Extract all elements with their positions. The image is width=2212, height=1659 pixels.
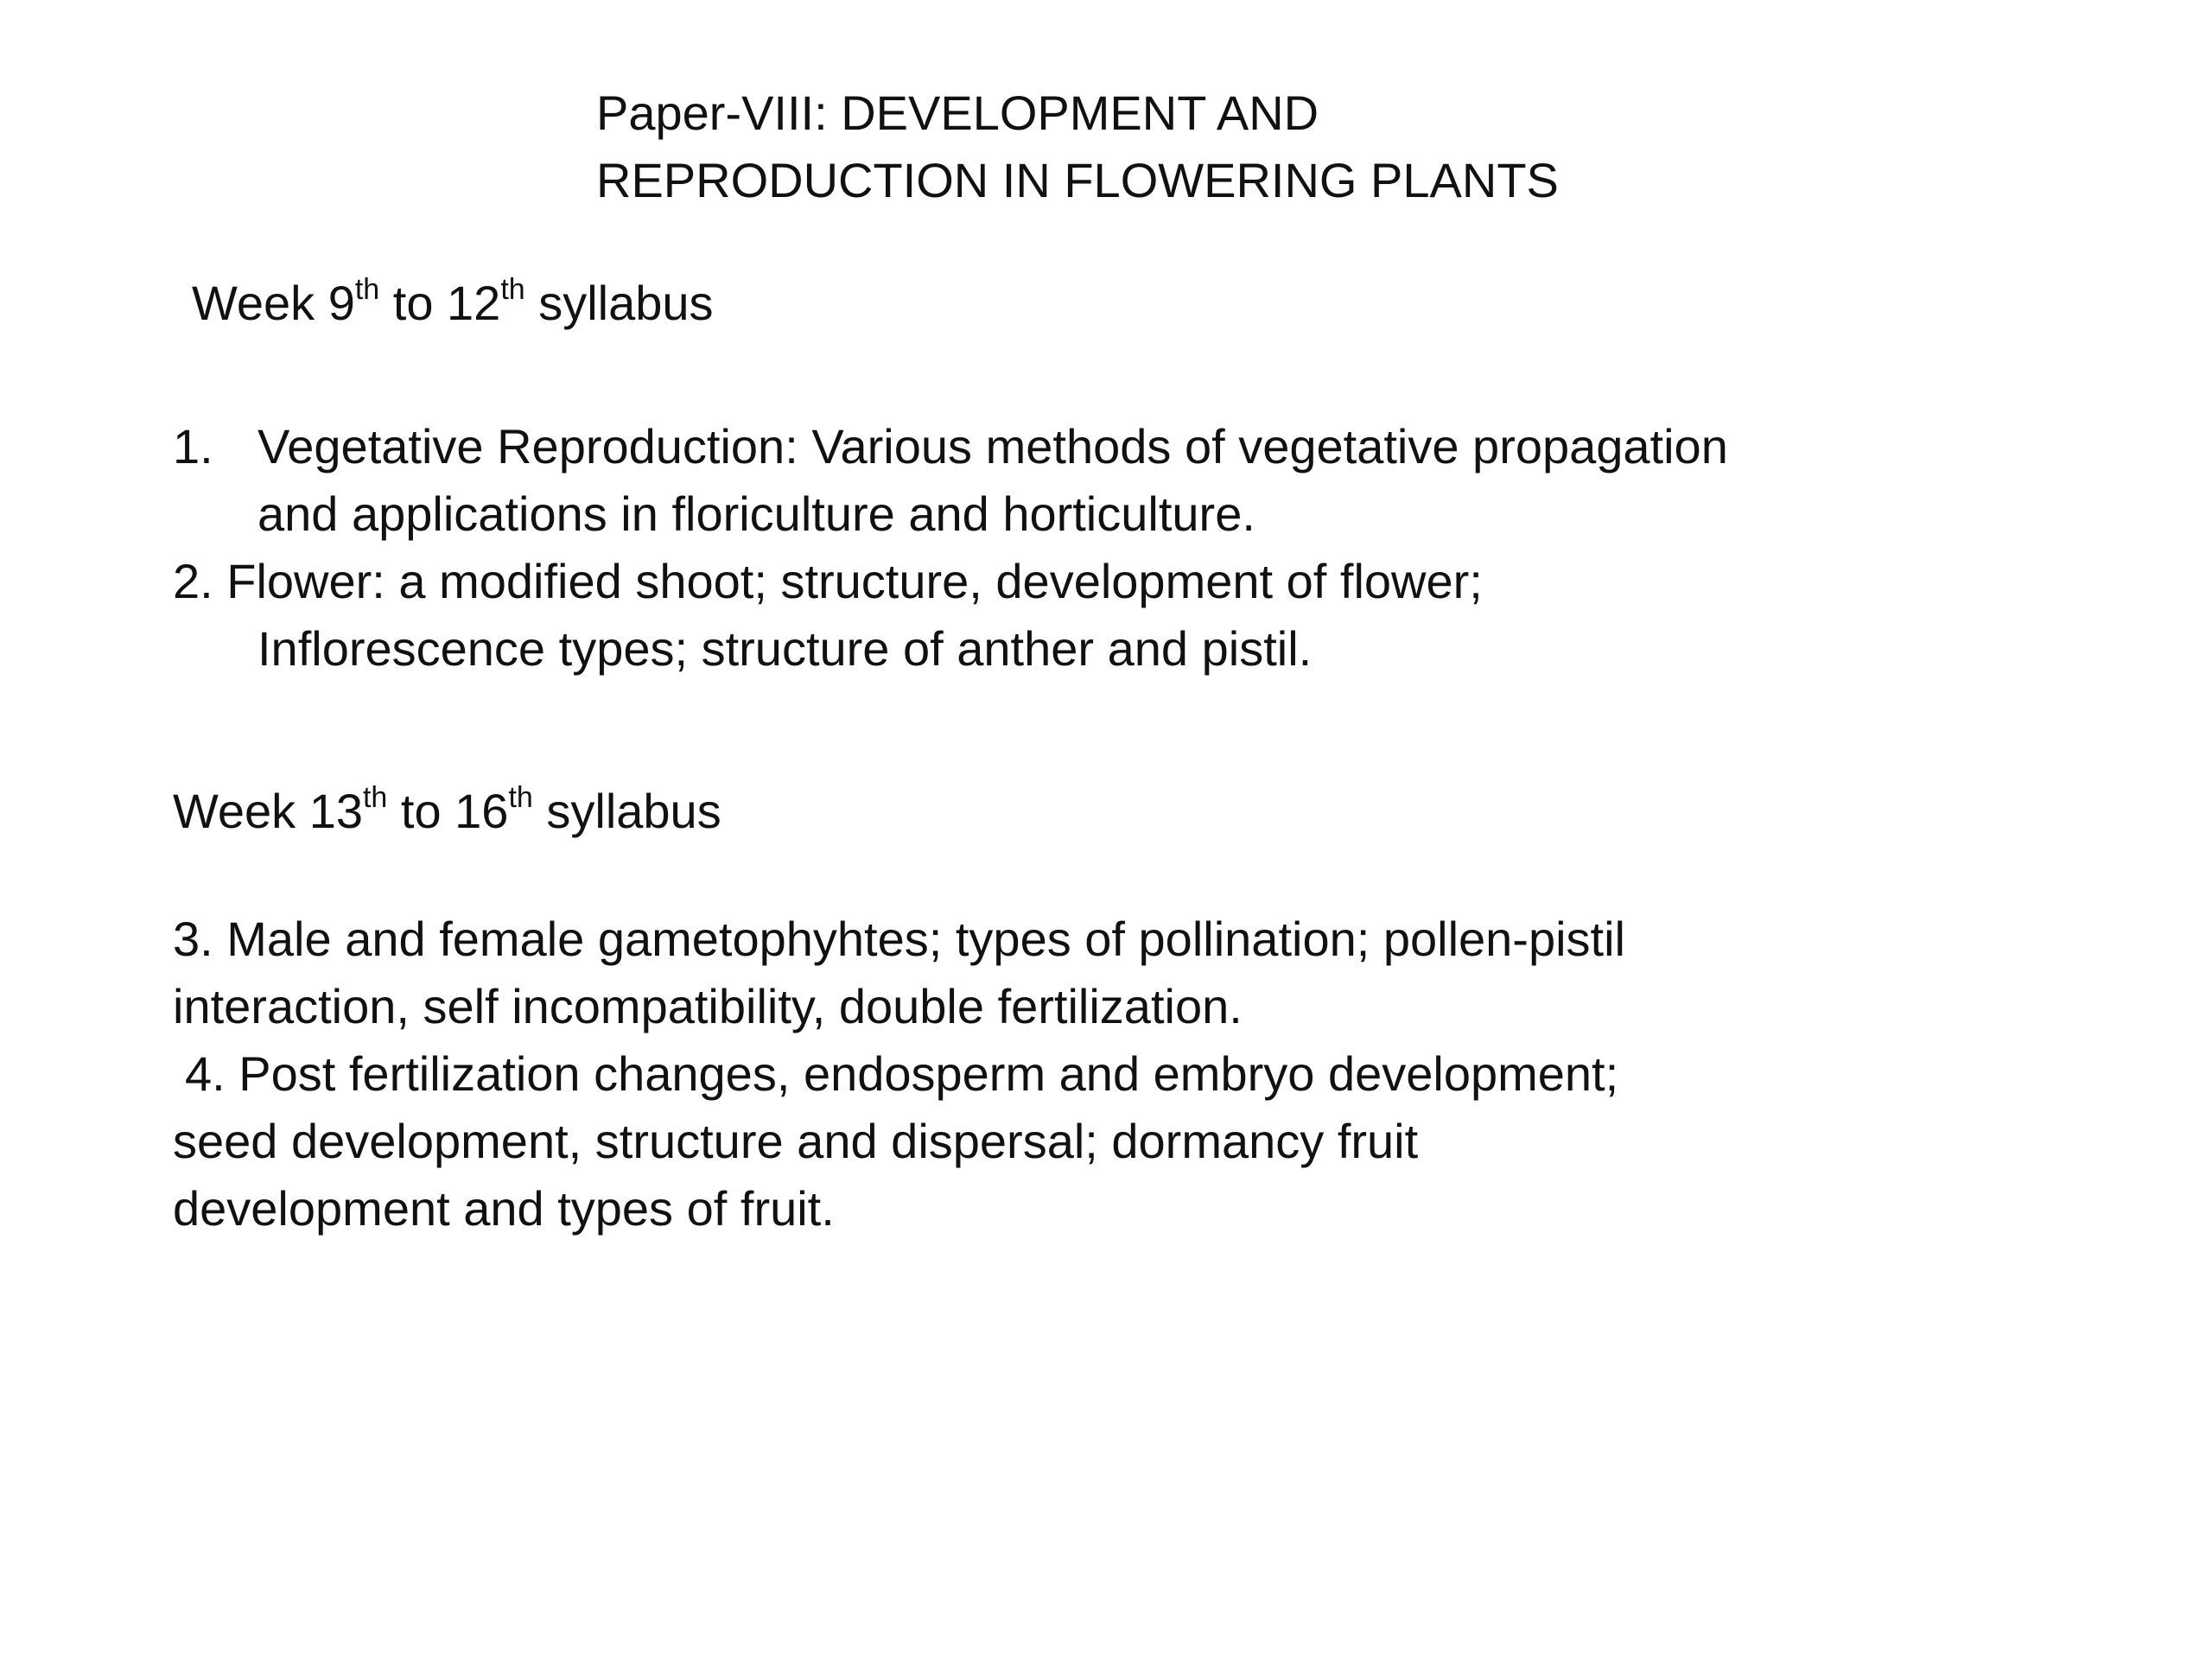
ordinal-suffix: th: [354, 273, 380, 307]
week-heading-middle: to 16: [387, 784, 509, 838]
week-heading-prefix: Week 9: [192, 276, 355, 330]
item-line-3: development and types of fruit.: [173, 1181, 835, 1236]
item-line-1: 2. Flower: a modified shoot; structure, development of flower;: [173, 554, 1483, 608]
week-heading-suffix: syllabus: [524, 276, 714, 330]
week-13-16-heading: [173, 778, 721, 845]
item-line-2: and applications in floriculture and horticulture.: [257, 486, 1255, 541]
ordinal-suffix: th: [362, 781, 388, 815]
syllabus-item-1: [173, 413, 1728, 548]
week-heading-middle: to 12: [379, 276, 501, 330]
ordinal-suffix: th: [500, 273, 525, 307]
item-line-1: Vegetative Reproduction: Various methods of vegetative propagation: [257, 419, 1728, 474]
title-line-2: REPRODUCTION IN FLOWERING PLANTS: [596, 153, 1559, 207]
title-line-1: Paper-VIII: DEVELOPMENT AND: [596, 86, 1319, 140]
week-heading-suffix: syllabus: [532, 784, 721, 838]
syllabus-item-2: [173, 548, 1483, 683]
item-line-2: seed development, structure and dispersal; dormancy fruit: [173, 1114, 1419, 1168]
week-9-12-heading: [192, 270, 714, 337]
slide-title: [596, 79, 1559, 214]
ordinal-suffix: th: [508, 781, 533, 815]
item-line-1: 3. Male and female gametophyhtes; types of pollination; pollen-pistil: [173, 912, 1625, 966]
item-line-2: interaction, self incompatibility, double fertilization.: [173, 979, 1243, 1033]
syllabus-item-4: [173, 1040, 1618, 1243]
item-line-2: Inflorescence types; structure of anther and pistil.: [257, 621, 1313, 676]
syllabus-item-3: [173, 906, 1625, 1040]
item-line-1: 4. Post fertilization changes, endosperm and embryo development;: [185, 1046, 1619, 1101]
item-number: 1.: [173, 419, 213, 474]
week-heading-prefix: Week 13: [173, 784, 363, 838]
